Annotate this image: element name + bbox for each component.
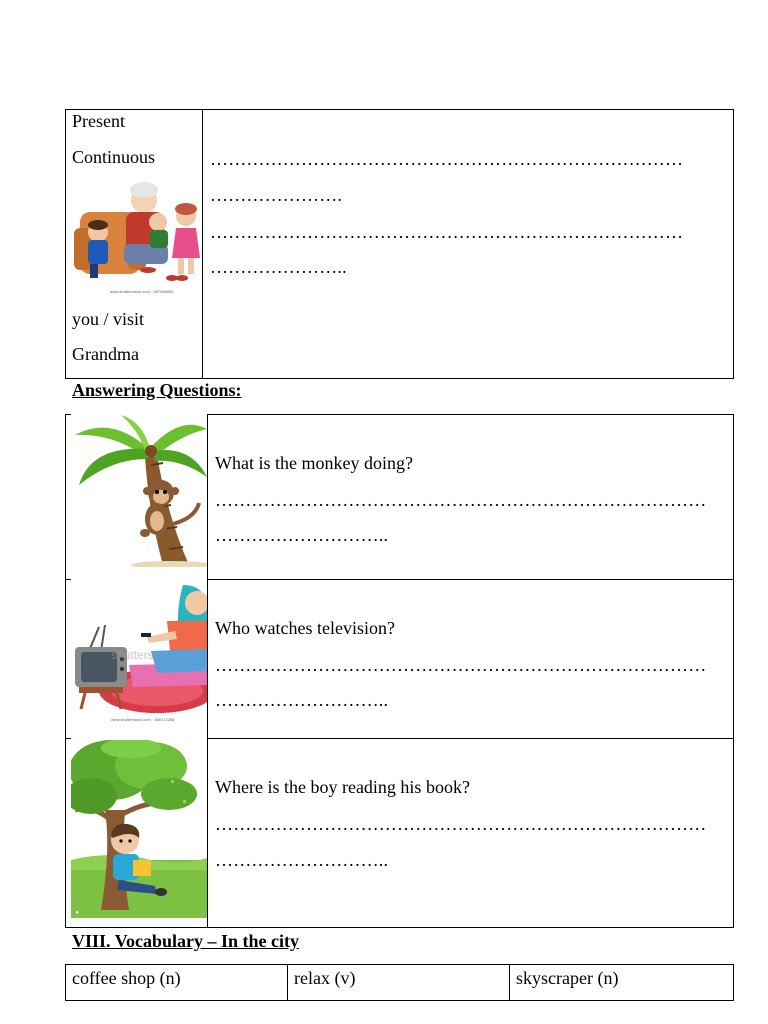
answer-line-2[interactable]: ………………….	[210, 185, 343, 205]
vocab-word-1: coffee shop (n)	[72, 968, 181, 988]
boy-reading-under-tree-illustration	[71, 740, 207, 918]
answer-line-4[interactable]: …………………..	[210, 257, 347, 277]
tense-label-line1: Present	[72, 111, 125, 131]
vocabulary-heading: VIII. Vocabulary – In the city	[72, 931, 300, 951]
cue-line2: Grandma	[72, 344, 139, 364]
question-2-answer-line1[interactable]: ………………………………………………………………………	[215, 655, 707, 675]
svg-text:shutterst: shutterst	[111, 648, 158, 662]
question-3-answer-line2[interactable]: ………………………..	[215, 850, 389, 870]
qa-left-tick-2	[65, 579, 71, 580]
monkey-palm-tree-illustration	[71, 415, 207, 567]
qa-left-tick-3	[65, 738, 71, 739]
woman-watching-tv-illustration	[71, 581, 207, 727]
svg-text:www.shutterstock.com · 3691722: www.shutterstock.com · 369172268	[111, 717, 175, 722]
answer-line-1[interactable]: ……………………………………………………………………	[210, 149, 684, 169]
question-3-text: Where is the boy reading his book?	[215, 777, 470, 797]
image-caption: www.shutterstock.com · 587068600	[110, 289, 174, 294]
question-2-answer-line2[interactable]: ………………………..	[215, 690, 389, 710]
question-1-answer-line2[interactable]: ………………………..	[215, 525, 389, 545]
grandma-family-illustration	[72, 178, 202, 298]
tense-label-line2: Continuous	[72, 147, 156, 167]
question-1-answer-line1[interactable]: ………………………………………………………………………	[215, 490, 707, 510]
answer-line-3[interactable]: ……………………………………………………………………	[210, 222, 684, 242]
vocab-divider-2	[509, 964, 510, 1001]
vocab-divider-1	[287, 964, 288, 1001]
svg-text:★: ★	[75, 910, 80, 916]
answering-questions-heading: Answering Questions:	[72, 380, 242, 400]
question-2-text: Who watches television?	[215, 618, 395, 638]
vocab-word-3: skyscraper (n)	[516, 968, 619, 988]
question-3-answer-line1[interactable]: ………………………………………………………………………	[215, 814, 707, 834]
qa-left-border	[65, 414, 66, 928]
cue-line1: you / visit	[72, 309, 145, 329]
table-divider	[202, 109, 203, 379]
vocab-word-2: relax (v)	[294, 968, 356, 988]
question-1-text: What is the monkey doing?	[215, 453, 413, 473]
